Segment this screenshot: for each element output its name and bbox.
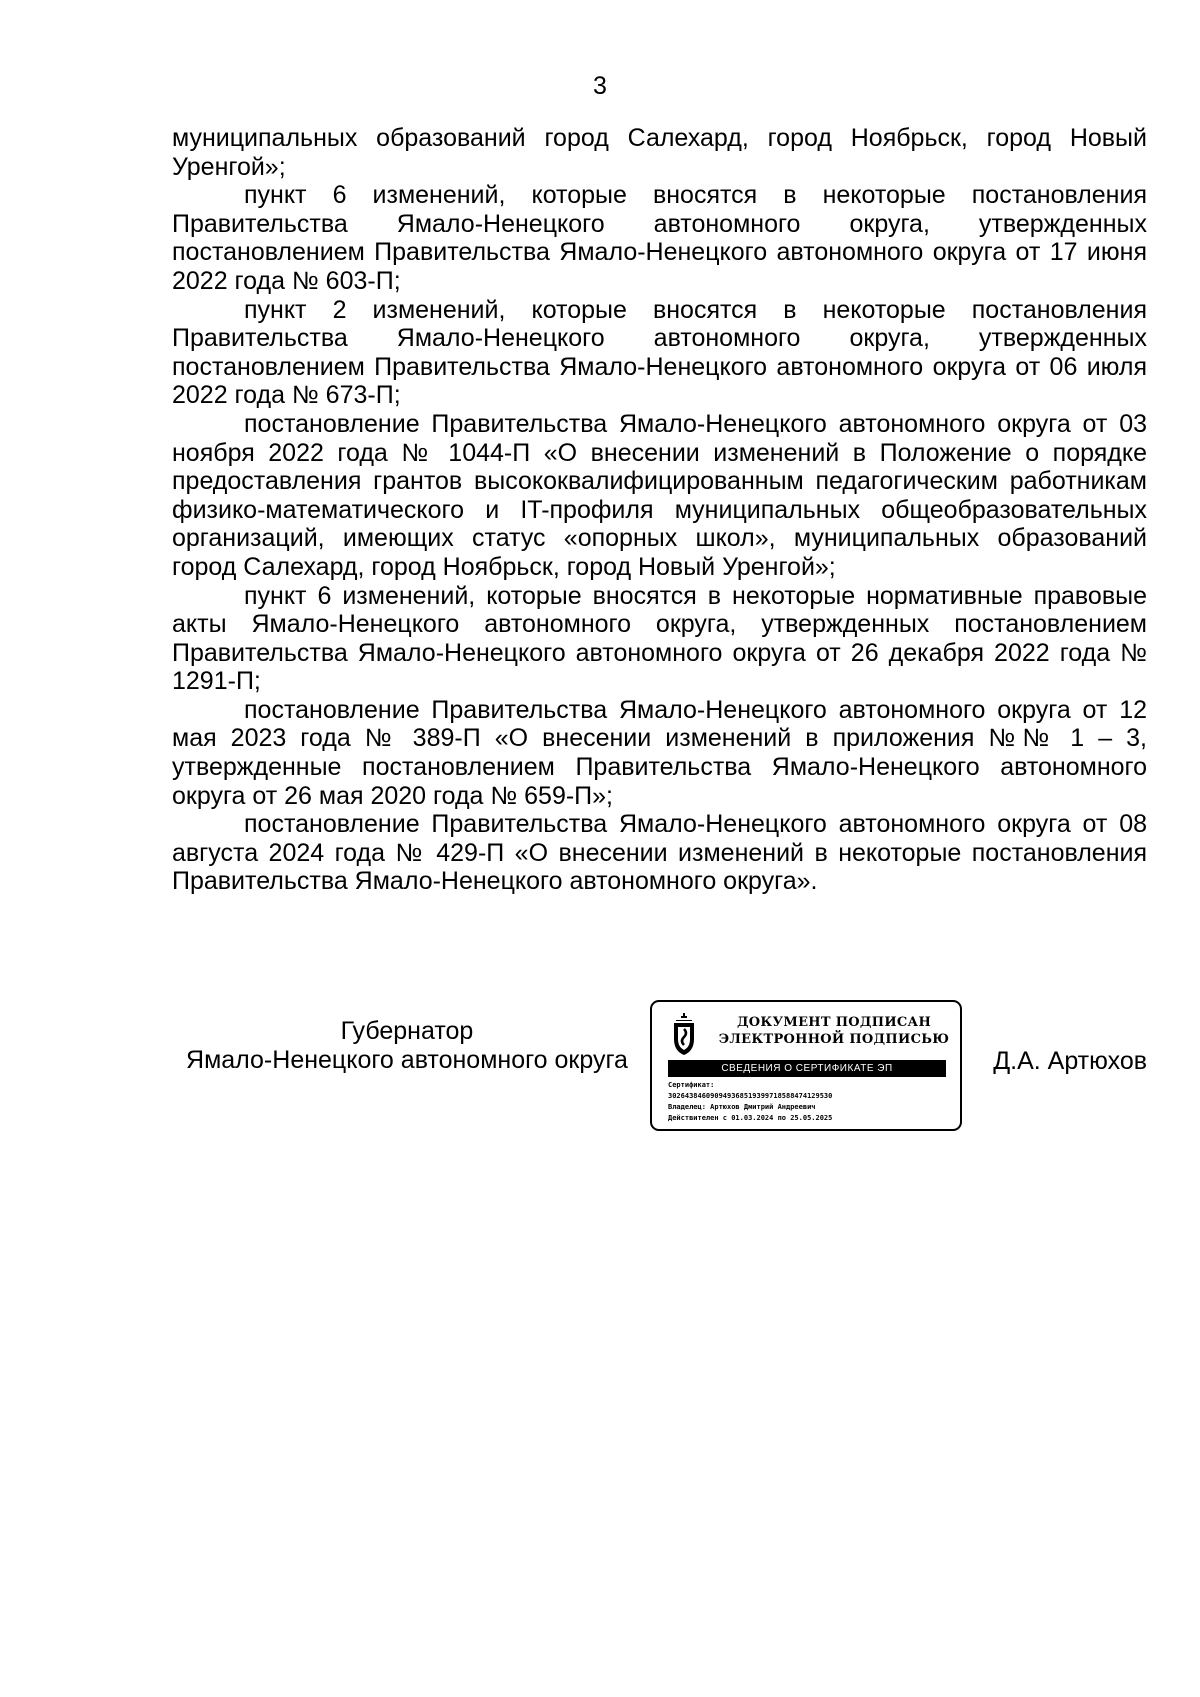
certificate-owner: Владелец: Артюхов Дмитрий Андреевич: [668, 1103, 816, 1111]
page-number: 3: [593, 72, 607, 100]
certificate-validity: Действителен с 01.03.2024 по 25.05.2025: [668, 1114, 833, 1122]
coat-of-arms-icon: [670, 1011, 698, 1057]
stamp-title: [714, 1014, 954, 1048]
certificate-number: 302643846090949368519399718588474129530: [668, 1092, 833, 1100]
paragraph: пункт 2 изменений, которые вносятся в некоторые постановления Правительства Ямало-Ненецкого автономного округа, утвержденных постановлением Правительства Ямало-Ненецкого автономного округа от 06 июля 2022 года № 673-П;: [172, 295, 1147, 410]
certificate-details: [668, 1080, 953, 1124]
position-title: Губернатор: [340, 1017, 474, 1045]
document-body: [172, 124, 1147, 896]
position-region: Ямало-Ненецкого автономного округа: [186, 1046, 628, 1074]
paragraph: постановление Правительства Ямало-Ненецкого автономного округа от 12 мая 2023 года № 389-П «О внесении изменений в приложения №№ 1 – 3, утвержденные постановлением Правительства Ямало-Ненецкого автономного округа от 26 мая 2020 года № 659-П»;: [172, 695, 1147, 810]
paragraph: постановление Правительства Ямало-Ненецкого автономного округа от 08 августа 2024 года № 429-П «О внесении изменений в некоторые постановления Правительства Ямало-Ненецкого автономного округа».: [172, 810, 1147, 896]
stamp-title-line: ДОКУМЕНТ ПОДПИСАН: [736, 1015, 932, 1030]
certificate-label: Сертификат:: [668, 1081, 715, 1089]
paragraph: пункт 6 изменений, которые вносятся в некоторые нормативные правовые акты Ямало-Ненецкого автономного округа, утвержденных постановлением Правительства Ямало-Ненецкого автономного округа от 26 декабря 2022 года № 1291-П;: [172, 581, 1147, 696]
certificate-info-bar: СВЕДЕНИЯ О СЕРТИФИКАТЕ ЭП: [668, 1060, 946, 1077]
paragraph: постановление Правительства Ямало-Ненецкого автономного округа от 03 ноября 2022 года № 1044-П «О внесении изменений в Положение о порядке предоставления грантов высококвалифицированным педагогическим работникам физико-математического и IT-профиля муниципальных общеобразовательных организаций, имеющих статус «опорных школ», муниципальных образований город Салехард, город Ноябрьск, город Новый Уренгой»;: [172, 409, 1147, 581]
signature-block: [172, 1000, 1147, 1140]
paragraph: муниципальных образований город Салехард, город Ноябрьск, город Новый Уренгой»;: [172, 124, 1147, 181]
paragraph: пункт 6 изменений, которые вносятся в некоторые постановления Правительства Ямало-Ненецкого автономного округа, утвержденных постановлением Правительства Ямало-Ненецкого автономного округа от 17 июня 2022 года № 603-П;: [172, 181, 1147, 295]
stamp-title-line: ЭЛЕКТРОННОЙ ПОДПИСЬЮ: [718, 1032, 950, 1047]
signatory-position: [172, 1017, 642, 1075]
electronic-signature-stamp: [650, 1000, 962, 1131]
signatory-name: Д.А. Артюхов: [993, 1047, 1147, 1075]
